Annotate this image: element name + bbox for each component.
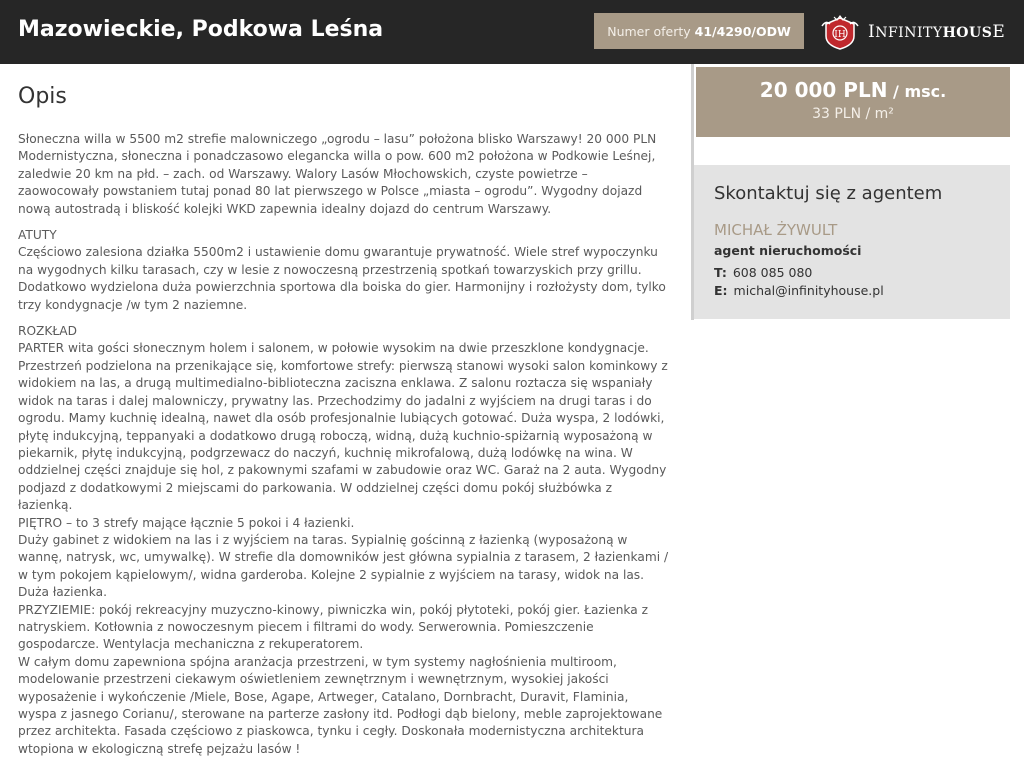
header-bar [0, 0, 1024, 64]
agent-email[interactable]: E: michal@infinityhouse.pl [714, 283, 884, 298]
price-per-m2: 33 PLN / m² [812, 106, 894, 122]
brand-logo[interactable] [820, 14, 1005, 50]
offer-label: Numer oferty [607, 23, 691, 39]
description-paragraph-atuty: ATUTY Częściowo zalesiona działka 5500m2 i ustawienie domu gwarantuje prywatność. Wiele stref wypoczynku na wygodnych kilku tarasach, czy w lesie z nowoczesną przestrzenią spotkań towarzyskich przy grillu. Dodatkowo wydzielona duża powierzchnia sportowa dla boiska do gier. Harmonijny i rozłożysty dom, tylko trzy kondygnacje /w tym 2 naziemne. [18, 228, 666, 312]
description-text [18, 131, 670, 767]
description-paragraph-rozklad: ROZKŁAD PARTER wita gości słonecznym holem i salonem, w połowie wysokim na dwie przeszklone kondygnacje. Przestrzeń podzielona na przenikające się, komfortowe strefy: pierwszą stanowi wysoki salon kominkowy z widokiem na las, a drugą multimedialno-biblioteczna zaciszna enklawa. Z salonu roztacza się wspaniały widok na taras i dalej malowniczy, prywatny las. Przechodzimy do jadalni z wyjściem na drugi taras i do ogrodu. Mamy kuchnię idealną, nawet dla osób profesjonalnie lubiących gotować. Duża wyspa, 2 lodówki, płytę indukcyjną, teppanyaki a dodatkowo drugą roboczą, widną, dużą kuchnio-spiżarnią wyposażoną w piekarnik, płytę indukcyjną, podgrzewacz do naczyń, kuchnię mikrofalową, dużą lodówkę na wina. W oddzielnej części znajduje się hol, z pakownymi szafami w zabudowie oraz WC. Garaż na 2 auta. Wygodny podjazd z dodatkowymi 2 miejscami do parkowania. W oddzielnej części domu pokój służbówka z łazienką. PIĘTRO – to 3 strefy mające łącznie 5 pokoi i 4 łazienki. Duży gabinet z widokiem na las i z wyjściem na taras. Sypialnię gościnną z łazienką (wyposażoną w wannę, natrysk, wc, umywalkę). W strefie dla domowników jest główna sypialnia z tarasem, 2 łazienkami / w tym pokojem kąpielowym/, widna garderoba. Kolejne 2 sypialnie z wyjściem na tarasy, widok na las. Duża łazienka. PRZYZIEMIE: pokój rekreacyjny muzyczno-kinowy, piwniczka win, pokój płytoteki, pokój gier. Łazienka z natryskiem. Kotłownia z nowoczesnym piecem i filtrami do wody. Serwerownia. Pomieszczenie gospodarcze. Wentylacja mechaniczna z rekuperatorem. W całym domu zapewniona spójna aranżacja przestrzeni, w tym systemy nagłośnienia multiroom, modelowanie przestrzeni ciekawym oświetleniem zewnętrznym i wewnętrznym, wysokiej jakości wyposażenie i wykończenie /Miele, Bose, Agape, Artweger, Catalano, Dornbracht, Duravit, Flaminia, wyspa z jasnego Corianu/, sterowane na parterze zasłony itd. Podłogi dąb bielony, meble zaprojektowane przez architekta. Fasada częściowo z piaskowca, tynku i cegły. Doskonała modernistyczna architektura wtopiona w ekologiczną strefę pejzażu lasów ! [18, 324, 669, 756]
description-section [18, 80, 670, 109]
page-title: Mazowieckie, Podkowa Leśna [18, 17, 384, 42]
svg-text:IH: IH [834, 30, 846, 40]
agent-phone[interactable]: T: 608 085 080 [714, 265, 813, 280]
price-main: 20 000 PLN / msc. [759, 78, 947, 102]
agent-name: MICHAŁ ŻYWULT [714, 221, 838, 239]
price-box [696, 67, 1010, 137]
brand-wordmark: INFINITYHOUSE [868, 22, 1006, 42]
crest-logo-icon [820, 14, 860, 50]
offer-number: 41/4290/ODW [694, 23, 791, 39]
description-paragraph-intro: Słoneczna willa w 5500 m2 strefie malowniczego „ogrodu – lasu” położona blisko Warszawy! 20 000 PLN Modernistyczna, słoneczna i ponadczasowo elegancka willa o pow. 600 m2 położona w Podkowie Leśnej, zaledwie 20 km na płd. – zach. od Warszawy. Walory Lasów Młochowskich, czyste powietrze – zaowocowały powstaniem tutaj ponad 80 lat pierwszego w Polsce „miasta – ogrodu”. Wygodny dojazd nową autostradą i bliskość kolejki WKD zapewnia idealny dojazd do centrum Warszawy. [18, 132, 657, 216]
description-heading: Opis [18, 84, 67, 109]
offer-number-badge [594, 13, 804, 49]
contact-agent-box [694, 165, 1010, 319]
contact-title: Skontaktuj się z agentem [714, 183, 943, 204]
agent-role: agent nieruchomości [714, 243, 862, 258]
